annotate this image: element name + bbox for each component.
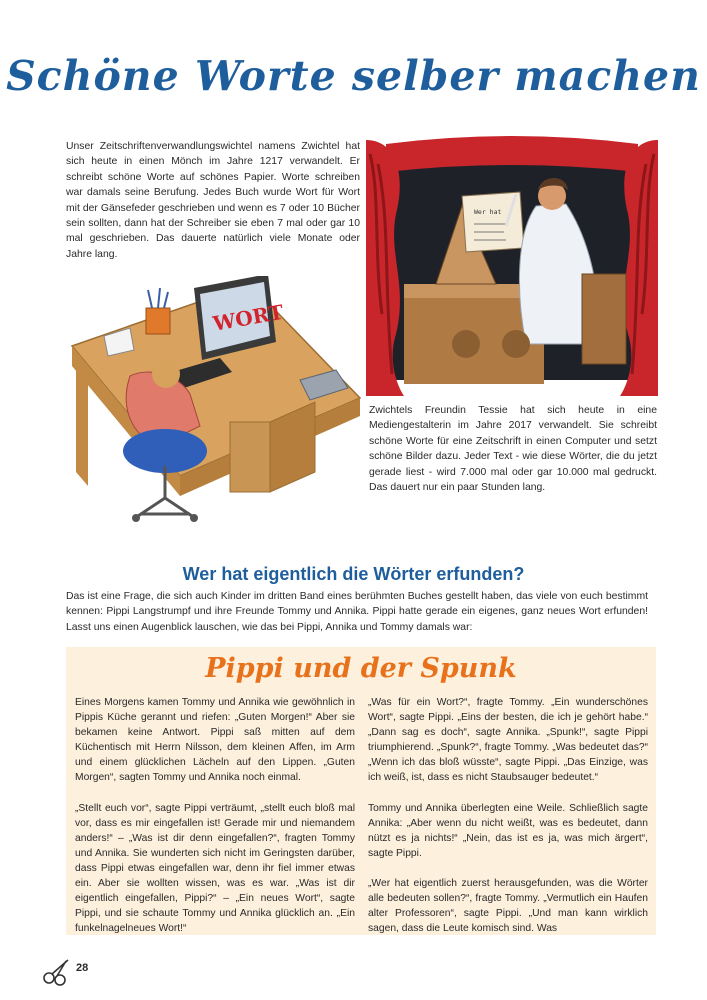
story-paragraph: Tommy und Annika überlegten eine Weile. Schließlich sagte Annika: „Aber wenn du nicht weißt, was es bedeutet, dann nützt es ja nichts!“ „Nein, das ist es ja, was mich ärgert“, sagte Pippi. <box>368 802 648 859</box>
intro-monk-paragraph: Unser Zeitschriftenverwandlungswichtel namens Zwichtel hat sich heute in einen Mönch im Jahre 1217 verwandelt. Er schreibt schöne Worte auf schönes Papier. Worte schreiben war damals seine Berufung. Jedes Buch wurde Wort für Wort mit der Gänsefeder geschrieben und wenn es 7 oder 10 Bücher sein sollten, dann hat der Schreiber sie eben 7 mal oder gar 10 mal geschrieben. Das dauerte natürlich viele Monate oder Jahre lang. <box>66 141 360 260</box>
story-box <box>66 647 656 935</box>
scissors-icon <box>42 958 72 986</box>
story-paragraph: „Was für ein Wort?“, fragte Tommy. „Ein wunderschönes Wort“, sagte Pippi. „Eins der besten, die ich je gehört habe.“ „Dann sag es doch“, sagte Annika. „Spunk!“, sagte Pippi triumphierend. „Spunk?“, fragte Tommy. „Was bedeutet das?“ „Wenn ich das bloß wüsste“, sagte Pippi. „Das Einzige, was ich weiß, ist, dass es nicht Staubsauger bedeutet.“ <box>368 697 648 784</box>
story-title: Pippi und der Spunk <box>205 653 517 684</box>
monitor-word: WORT <box>211 299 286 336</box>
monk-scribe-illustration <box>366 134 658 396</box>
page-title: Schöne Worte selber machen <box>6 52 701 100</box>
story-paragraph: „Stellt euch vor“, sagte Pippi verträumt, „stellt euch bloß mal vor, dass es mir eingefallen ist! Gerade mir und niemandem anders!“ – „Was ist dir denn eingefallen?“, fragten Tommy und Annika. Sie wunderten sich nicht im Geringsten darüber, dass Pippi etwas eingefallen war, denn ihr fiel immer etwas ein. Aber sie wollten wissen, was es war. „Was ist dir eigentlich eingefallen, Pippi?“ – „Ein neues Wort“, sagte Pippi, und sie schaute Tommy und Annika glücklich an. „Ein funkelnagelneues Wort!“ <box>75 802 355 935</box>
story-column-left <box>75 695 355 951</box>
story-paragraph: „Wer hat eigentlich zuerst herausgefunden, was die Wörter alle bedeuten sollen?“, fragte Tommy. „Vermutlich ein Haufen alter Professoren“, sagte Pippi. „Und man kann wirklich sagen, dass die Leute komisch sind. Was <box>368 877 648 935</box>
scroll-text: Wer hat <box>474 208 502 216</box>
intro-designer-paragraph: Zwichtels Freundin Tessie hat sich heute in eine Mediengestalterin im Jahre 2017 verwandelt. Sie schreibt schöne Worte für eine Zeitschrift in einen Computer und setzt schöne Bilder dazu. Jeder Text - wie diese Wörter, die du jetzt gerade liest - wird 7.000 mal oder gar 10.000 mal gedruckt. Das dauert nur ein paar Stunden lang. <box>369 405 657 494</box>
story-column-right <box>368 695 648 951</box>
lead-paragraph: Das ist eine Frage, die sich auch Kinder im dritten Band eines berühmten Buches gestellt haben, das viele von euch bestimmt kennen: Pippi Langstrumpf und ihre Freunde Tommy und Annika. Pippi hatte gerade ein eigenes, ganz neues Wort erfunden! Lasst uns einen Augenblick lauschen, wie das bei Pippi, Annika und Tommy damals war: <box>66 591 648 633</box>
section-heading: Wer hat eigentlich die Wörter erfunden? <box>182 564 525 584</box>
page-number: 28 <box>76 962 89 974</box>
story-paragraph: Eines Morgens kamen Tommy und Annika wie gewöhnlich in Pippis Küche gerannt und riefen: „Guten Morgen!“ Aber sie bekamen keine Antwort. Pippi saß mitten auf dem Küchentisch mit Herrn Nilsson, dem kleinen Affen, im Arm und einem glücklichen Lächeln auf den Lippen. „Guten Morgen“, sagten Tommy und Annika noch einmal. <box>75 697 355 784</box>
computer-desk-illustration <box>70 276 370 530</box>
